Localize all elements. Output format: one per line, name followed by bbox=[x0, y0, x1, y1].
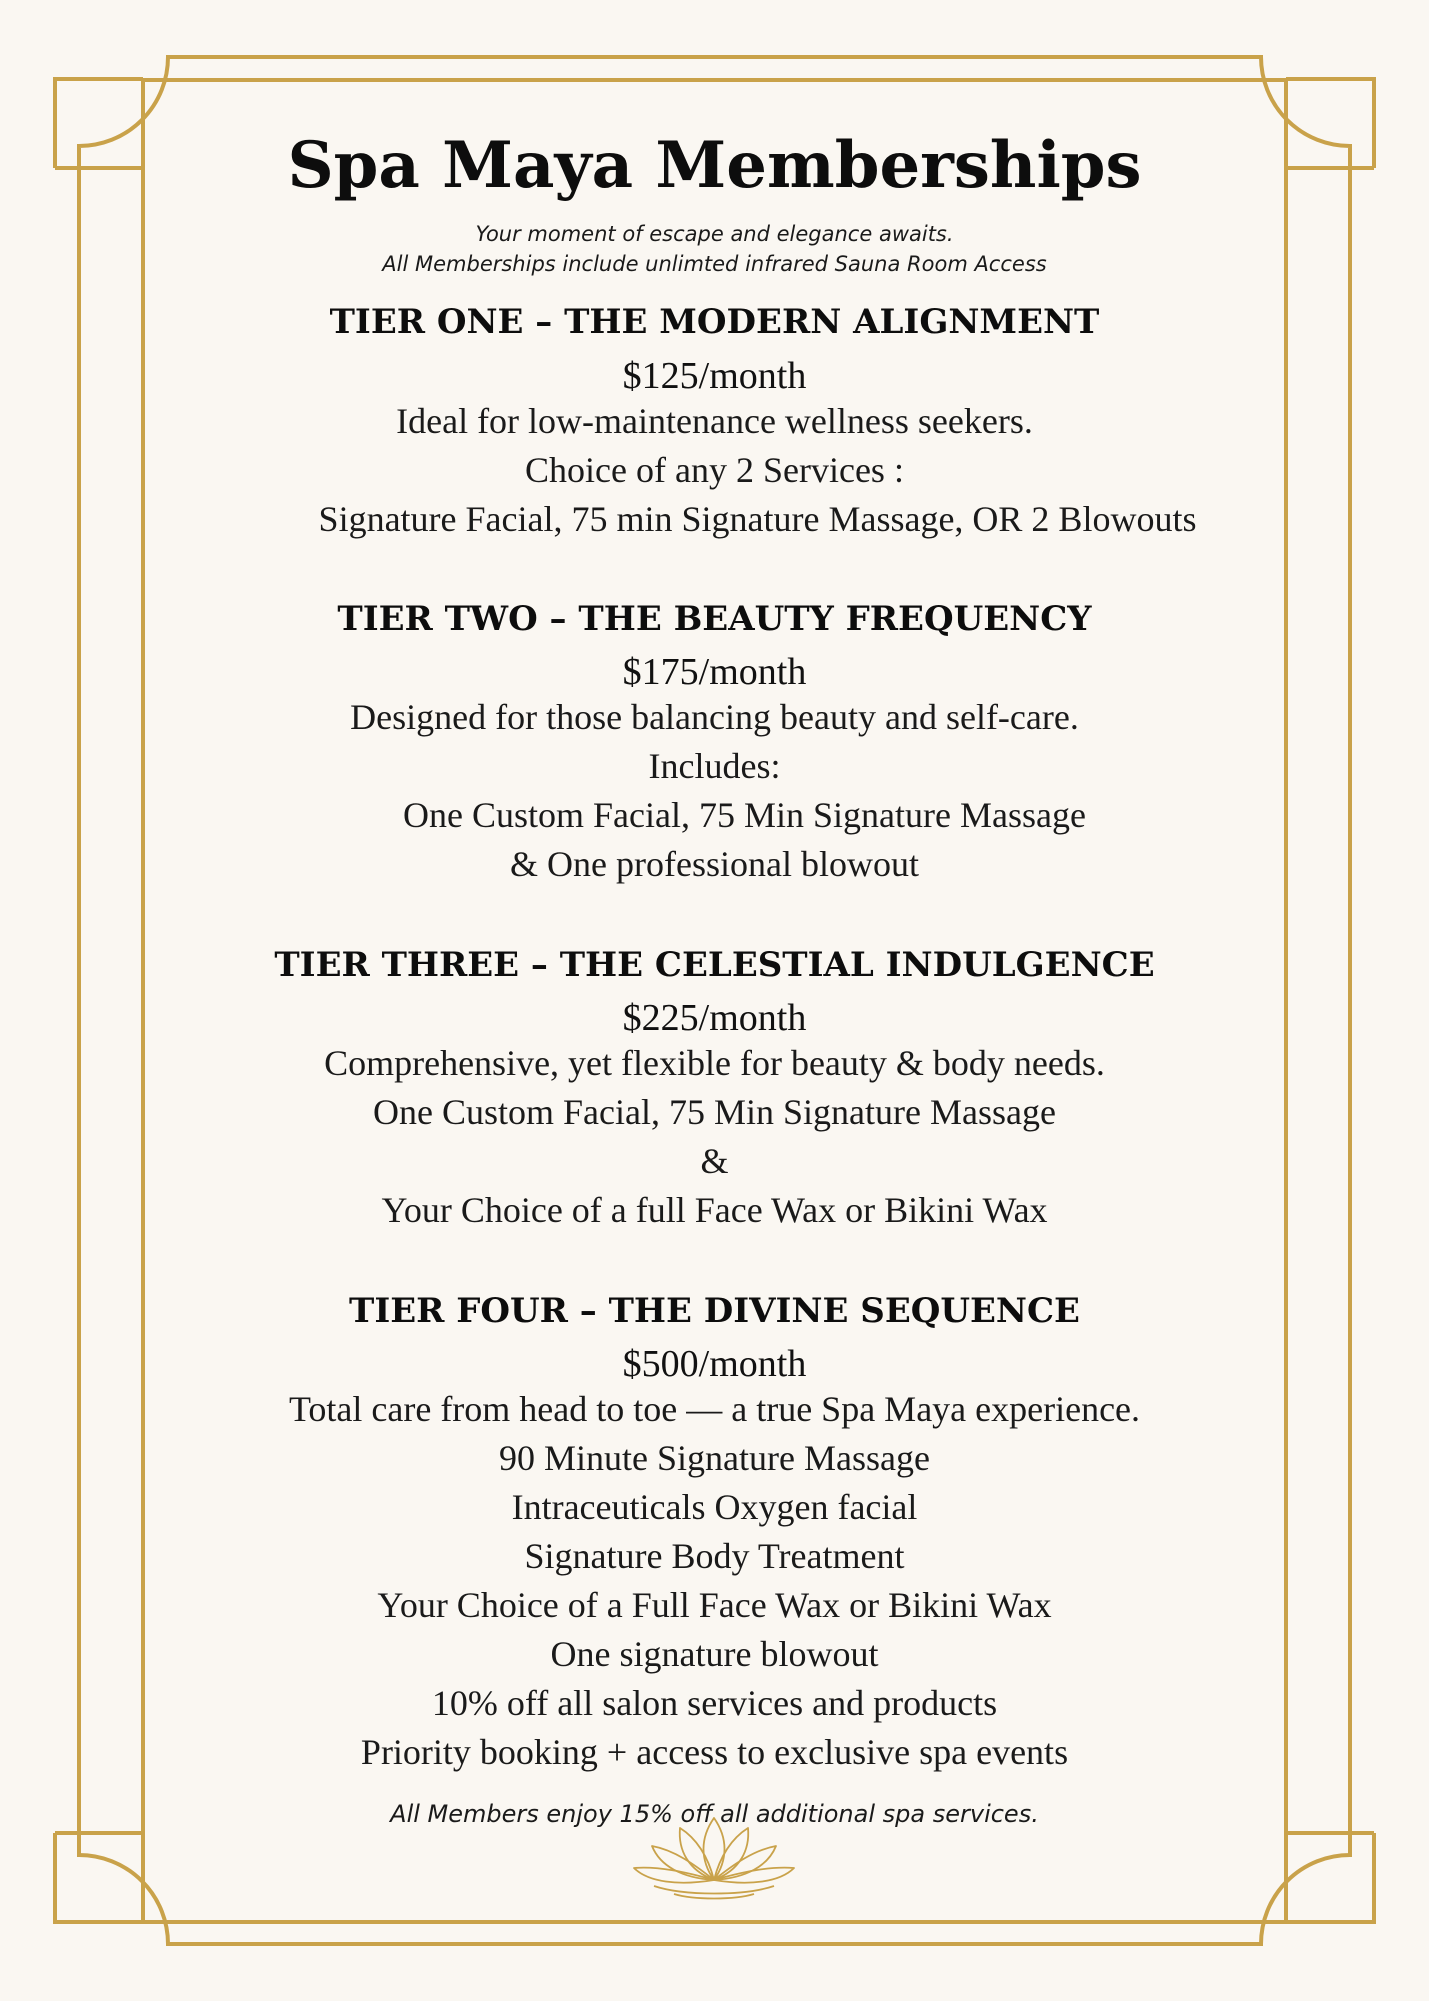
tier-heading: TIER TWO – THE BEAUTY FREQUENCY bbox=[337, 599, 1092, 639]
tier-detail-line: Signature Body Treatment bbox=[524, 1536, 905, 1576]
tier-detail-line: & One professional blowout bbox=[510, 844, 919, 884]
tier-description: Comprehensive, yet flexible for beauty & body needs. bbox=[324, 1043, 1105, 1083]
tier-detail-line: 90 Minute Signature Massage bbox=[499, 1438, 930, 1478]
tier-detail-line: Intraceuticals Oxygen facial bbox=[511, 1487, 918, 1527]
tier-detail-line: One Custom Facial, 75 Min Signature Massage bbox=[373, 1092, 1056, 1132]
tier-detail-line: 10% off all salon services and products bbox=[431, 1683, 998, 1723]
tier-description: Designed for those balancing beauty and self-care. bbox=[350, 697, 1079, 737]
tier-price: $500/month bbox=[622, 1343, 807, 1385]
tier-detail-line: One signature blowout bbox=[550, 1634, 879, 1674]
member-discount-note: All Members enjoy 15% off all additional spa services. bbox=[390, 1800, 1039, 1828]
tier-detail-line: Includes: bbox=[648, 746, 781, 786]
sauna-note: All Memberships include unlimted infrared Sauna Room Access bbox=[382, 252, 1047, 276]
tier-description: Ideal for low-maintenance wellness seekers. bbox=[396, 401, 1033, 441]
tier-detail-line: Your Choice of a full Face Wax or Bikini Wax bbox=[381, 1190, 1048, 1230]
tier-detail-line: Your Choice of a Full Face Wax or Bikini Wax bbox=[377, 1585, 1052, 1625]
tier-detail-line: Signature Facial, 75 min Signature Massage, OR 2 Blowouts bbox=[318, 499, 1197, 539]
tier-heading: TIER THREE – THE CELESTIAL INDULGENCE bbox=[274, 945, 1155, 985]
tier-description: Total care from head to toe — a true Spa Maya experience. bbox=[288, 1389, 1141, 1429]
tier-detail-line: Choice of any 2 Services : bbox=[525, 450, 904, 490]
tier-price: $125/month bbox=[622, 355, 807, 397]
tier-price: $175/month bbox=[622, 651, 807, 693]
page-title: Spa Maya Memberships bbox=[287, 128, 1142, 203]
tagline: Your moment of escape and elegance awaits. bbox=[475, 222, 954, 246]
tier-heading: TIER FOUR – THE DIVINE SEQUENCE bbox=[349, 1291, 1080, 1331]
tier-detail-line: Priority booking + access to exclusive spa events bbox=[360, 1732, 1069, 1772]
tier-heading: TIER ONE – THE MODERN ALIGNMENT bbox=[329, 302, 1100, 342]
tier-detail-line: One Custom Facial, 75 Min Signature Massage bbox=[403, 795, 1086, 835]
tier-price: $225/month bbox=[622, 997, 807, 1039]
tier-detail-line: & bbox=[700, 1141, 729, 1181]
